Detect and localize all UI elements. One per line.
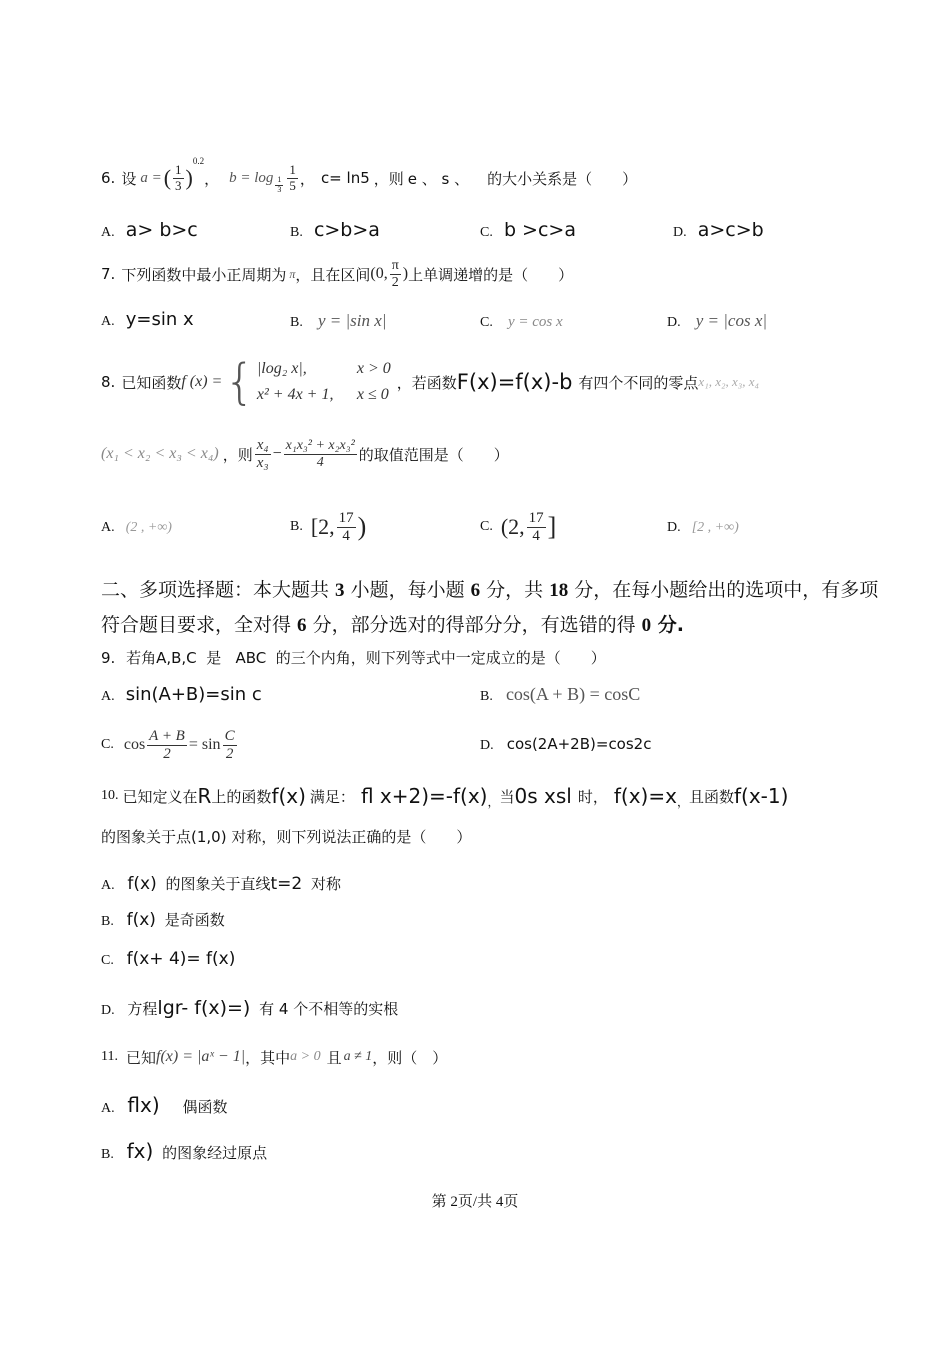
option-letter: C. bbox=[480, 519, 493, 534]
option-fx: f(x) bbox=[126, 910, 156, 930]
option-text: cos(2A+2B)=cos2c bbox=[506, 735, 652, 753]
option-fraction: $\frac{17}{4}$ bbox=[528, 510, 544, 544]
question-6: 6. 设 a = ( $\frac{1}{3}$ ) 0.2 ， b = log $\frac{1}{3}$ $\frac{1}{5}$ ， c= ln5 ，则 e 、 s 、 的大小关系是（ ） bbox=[101, 156, 638, 194]
question-number: 11. bbox=[101, 1049, 118, 1064]
question-prefix: 已知函数 bbox=[121, 373, 182, 392]
option-letter: B. bbox=[290, 225, 303, 240]
option-text: y = |cos x| bbox=[695, 311, 768, 330]
option-letter: D. bbox=[480, 738, 494, 753]
option-text: (2 , +∞) bbox=[125, 520, 172, 535]
question-8 bbox=[101, 352, 759, 412]
option-line: t=2 bbox=[270, 874, 303, 894]
option-prefix: 方程 bbox=[127, 1000, 158, 1018]
then-text: ，则 bbox=[222, 445, 253, 464]
option-fx: fx) bbox=[126, 1139, 154, 1163]
option-letter: A. bbox=[101, 1101, 115, 1116]
question-tail: 的大小关系是（ ） bbox=[487, 169, 638, 188]
option-letter: C. bbox=[101, 953, 114, 968]
section-line-1: 二、多项选择题：本大题共 3 小题，每小题 6 分，共 18 分，在每小题给出的选项中，有多项 bbox=[101, 579, 879, 601]
question-mid2: 满足： bbox=[309, 787, 355, 806]
ordering-condition: (x₁ < x₂ < x₃ < x₄) bbox=[101, 445, 219, 462]
option-fraction: $\frac{17}{4}$ bbox=[338, 510, 354, 544]
q7-option-c[interactable] bbox=[480, 311, 563, 331]
brace-icon: { bbox=[224, 354, 255, 410]
question-8-line2 bbox=[101, 428, 509, 480]
option-letter: A. bbox=[101, 225, 115, 240]
option-fx: flx) bbox=[127, 1093, 160, 1117]
zeros: x₁, x₂, x₃, x₄ bbox=[698, 374, 760, 389]
question-10-line2 bbox=[101, 826, 471, 847]
when: 当 bbox=[499, 787, 515, 806]
a-expression: a = bbox=[140, 169, 162, 186]
option-text: 偶函数 bbox=[182, 1098, 228, 1116]
question-tail: ，则（ ） bbox=[372, 1048, 448, 1067]
option-eq: = sin bbox=[188, 736, 221, 753]
option-fraction-1: $\frac{A + B}{2}$ bbox=[149, 728, 185, 762]
question-mid: ，且在区间 bbox=[295, 265, 371, 284]
option-letter: A. bbox=[101, 878, 115, 893]
equation-1: fl x+2)=-f(x) bbox=[360, 784, 488, 808]
question-text: 的图象关于点(1,0) 对称，则下列说法正确的是（ ） bbox=[101, 828, 472, 846]
question-10 bbox=[101, 780, 788, 812]
section-line-2: 符合题目要求，全对得 6 分，部分选对的得部分分，有选错的得 0 分. bbox=[101, 614, 684, 636]
q10-option-a[interactable] bbox=[101, 873, 341, 894]
option-text: f(x+ 4)= f(x) bbox=[126, 949, 236, 969]
interval-close: ) bbox=[402, 265, 409, 282]
question-number: 7. bbox=[101, 265, 116, 283]
fx-minus-1: f(x-1) bbox=[733, 784, 789, 808]
question-9 bbox=[101, 647, 606, 668]
option-letter: A. bbox=[101, 314, 115, 329]
option-text: y = |sin x| bbox=[317, 311, 387, 330]
option-text: sin(A+B)=sin c bbox=[125, 684, 262, 705]
option-close: ) bbox=[357, 512, 367, 541]
q10-option-d[interactable] bbox=[101, 997, 398, 1019]
b-fraction: $\frac{1}{5}$ bbox=[289, 162, 296, 193]
shi: 时， bbox=[577, 787, 608, 806]
q10-option-b[interactable] bbox=[101, 909, 225, 930]
and: 且 bbox=[326, 1048, 342, 1067]
q8-option-d[interactable] bbox=[667, 516, 739, 536]
interval-open: (0, bbox=[370, 265, 388, 282]
option-letter: B. bbox=[101, 1147, 114, 1162]
option-text: y=sin x bbox=[125, 309, 194, 330]
question-tail: 上单调递增的是（ ） bbox=[408, 265, 574, 284]
equation-2: f(x)=x bbox=[613, 784, 677, 808]
option-equation: lgr- f(x)=) bbox=[157, 997, 251, 1019]
option-fraction-2: $\frac{C}{2}$ bbox=[224, 728, 235, 762]
option-letter: C. bbox=[480, 315, 493, 330]
function-expression: f(x) = |aˣ − 1| bbox=[156, 1048, 246, 1065]
q6-option-c[interactable] bbox=[480, 219, 576, 241]
q6-option-d[interactable] bbox=[673, 219, 764, 241]
q6-option-a[interactable] bbox=[101, 219, 198, 241]
option-letter: D. bbox=[101, 1003, 115, 1018]
a-fraction: $\frac{1}{3}$ bbox=[175, 162, 182, 193]
q8-option-c[interactable] bbox=[480, 503, 556, 551]
option-text: 有 4 个不相等的实根 bbox=[259, 1000, 399, 1018]
q8-option-a[interactable] bbox=[101, 516, 172, 536]
q7-option-b[interactable] bbox=[290, 311, 386, 331]
option-text: a> b>c bbox=[125, 219, 198, 241]
option-letter: D. bbox=[673, 225, 687, 240]
option-pre: cos bbox=[123, 736, 146, 753]
option-fx: f(x) bbox=[127, 874, 157, 894]
option-letter: D. bbox=[667, 315, 681, 330]
option-text: c>b>a bbox=[313, 219, 380, 241]
variables: e 、 s 、 bbox=[407, 169, 470, 188]
q11-option-b[interactable] bbox=[101, 1139, 267, 1163]
option-letter: B. bbox=[480, 689, 493, 704]
q7-option-a[interactable] bbox=[101, 309, 194, 330]
option-text-end: 对称 bbox=[311, 875, 342, 893]
q9-option-a[interactable] bbox=[101, 684, 262, 705]
c-expression: c= ln5 bbox=[320, 169, 370, 187]
b-expression: b = log bbox=[229, 169, 274, 186]
option-letter: D. bbox=[667, 520, 681, 535]
page-number: 第 2页/共 4页 bbox=[431, 1194, 519, 1210]
question-number: 8. bbox=[101, 373, 116, 391]
q9-option-b[interactable] bbox=[480, 684, 640, 705]
question-prefix: 已知定义在 bbox=[122, 787, 198, 806]
q7-option-d[interactable] bbox=[667, 311, 767, 331]
question-7 bbox=[101, 254, 573, 294]
question-mid: ，其中 bbox=[245, 1048, 291, 1067]
page-footer bbox=[0, 1190, 950, 1211]
q9-option-d[interactable] bbox=[480, 734, 651, 754]
option-text: a>c>b bbox=[697, 219, 764, 241]
R-symbol: R bbox=[197, 784, 212, 808]
question-number: 10. bbox=[101, 788, 119, 803]
condition-1: a > 0 bbox=[290, 1049, 321, 1064]
option-text: 的图象经过原点 bbox=[162, 1144, 268, 1162]
question-mid1: 上的函数 bbox=[211, 787, 272, 806]
option-close: ] bbox=[547, 512, 557, 541]
question-mid2: 有四个不同的零点 bbox=[578, 373, 699, 392]
option-letter: B. bbox=[101, 914, 114, 929]
option-letter: A. bbox=[101, 520, 115, 535]
condition-2: a ≠ 1 bbox=[343, 1049, 373, 1064]
question-prefix: 下列函数中最小正周期为 bbox=[121, 265, 287, 284]
separator: ， bbox=[299, 169, 315, 188]
option-open: [2, bbox=[310, 514, 335, 539]
comma: ， bbox=[487, 794, 500, 809]
option-letter: B. bbox=[290, 519, 303, 534]
log-base: $\frac{1}{3}$ bbox=[277, 174, 282, 194]
option-text: 是奇函数 bbox=[164, 911, 225, 929]
minus-sign: − bbox=[272, 445, 282, 462]
a-exponent: 0.2 bbox=[192, 156, 205, 166]
q10-option-c[interactable] bbox=[101, 949, 235, 969]
question-tail: 的取值范围是（ ） bbox=[358, 445, 509, 464]
option-text: 的图象关于直线 bbox=[165, 875, 271, 893]
and: 且函数 bbox=[688, 787, 734, 806]
comma: ， bbox=[676, 794, 689, 809]
q8-option-b[interactable] bbox=[290, 503, 366, 551]
pi-symbol: π bbox=[289, 266, 296, 281]
interval-fraction: $\frac{\pi}{2}$ bbox=[391, 258, 399, 290]
question-text: 若角A,B,C 是 ABC 的三个内角，则下列等式中一定成立的是（ ） bbox=[126, 649, 606, 667]
option-text: [2 , +∞) bbox=[691, 520, 739, 535]
option-text: cos(A + B) = cosC bbox=[505, 684, 641, 704]
question-mid: ，若函数 bbox=[396, 373, 457, 392]
option-letter: B. bbox=[290, 315, 303, 330]
question-11 bbox=[101, 1040, 447, 1074]
option-text: b >c>a bbox=[503, 219, 576, 241]
option-letter: C. bbox=[101, 737, 114, 752]
range: 0s xsl bbox=[514, 784, 572, 808]
expr-fraction-2: $\frac{\text{x₁x₃² + x₂x₃²}}{4}$ bbox=[285, 438, 355, 470]
option-text: y = cos x bbox=[507, 314, 563, 330]
q6-option-b[interactable] bbox=[290, 219, 380, 241]
section-2-header bbox=[101, 573, 878, 643]
option-letter: A. bbox=[101, 689, 115, 704]
then-text: ，则 bbox=[373, 169, 404, 188]
question-prefix: 设 bbox=[121, 169, 137, 188]
question-number: 9. bbox=[101, 649, 116, 667]
q11-option-a[interactable] bbox=[101, 1093, 227, 1117]
question-prefix: 已知 bbox=[125, 1048, 156, 1067]
piecewise-cases: |log₂ x|, x > 0 x² + 4x + 1, x ≤ 0 bbox=[256, 360, 391, 403]
expr-fraction-1: $\frac{\text{x₄}}{\text{x₃}}$ bbox=[256, 437, 269, 471]
q9-option-c[interactable] bbox=[101, 722, 239, 768]
function-name: f (x) = bbox=[181, 373, 223, 390]
option-letter: C. bbox=[480, 225, 493, 240]
fx: f(x) bbox=[271, 784, 306, 808]
F-function: F(x)=f(x)-b bbox=[456, 370, 573, 394]
question-number: 6. bbox=[101, 169, 116, 187]
separator: ， bbox=[204, 169, 220, 188]
option-open: (2, bbox=[500, 514, 525, 539]
